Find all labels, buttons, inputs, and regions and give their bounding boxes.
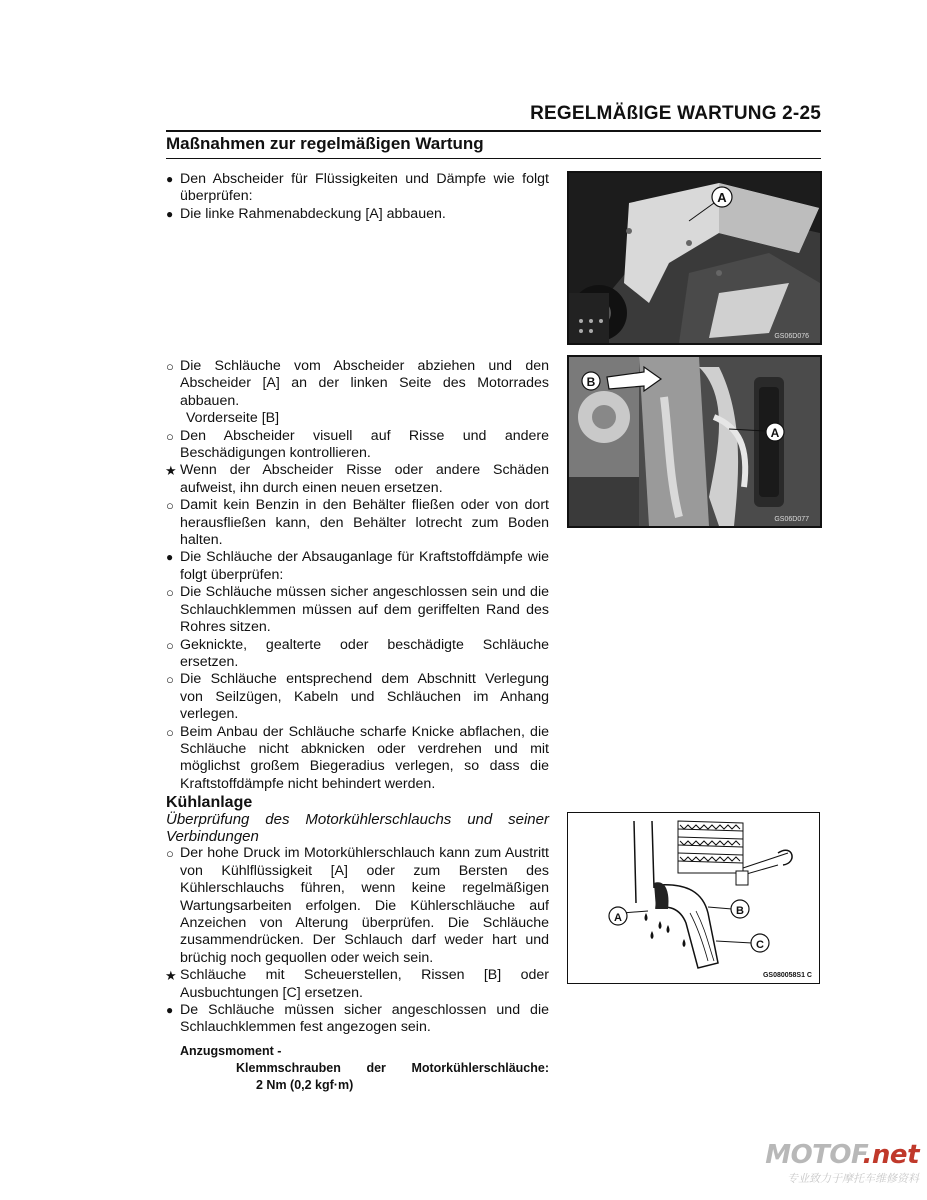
list-item: ● Die Schläuche der Absauganlage für Kraftstoffdämpfe wie folgt überprüfen: — [166, 549, 549, 583]
sub-note: Vorderseite [B] — [186, 410, 280, 427]
bullet-marker: ● — [166, 206, 174, 221]
frame-cover-photo — [567, 171, 822, 345]
figure-code: GS06D077 — [774, 516, 809, 523]
list-item: ○ Die Schläuche vom Abscheider abziehen und den Abscheider [A] an der linken Seite des Motorrades abbauen. Vorderseite [B] — [166, 358, 549, 427]
marker: ★ — [165, 968, 177, 984]
marker: ● — [166, 550, 174, 565]
section-title: Maßnahmen zur regelmäßigen Wartung — [166, 134, 484, 153]
ring-marker: ○ — [166, 359, 174, 374]
cooling-subheading: Überprüfung des Motorkühlerschlauchs und seiner Verbindungen — [166, 811, 549, 846]
list-item: ● Den Abscheider für Flüssigkeiten und Dämpfe wie folgt überprüfen: — [166, 171, 549, 205]
figure-label-a: A — [717, 190, 727, 205]
marker: ○ — [166, 846, 174, 862]
list-item: ● Die linke Rahmenabdeckung [A] abbauen. — [166, 205, 446, 222]
marker: ★ — [165, 463, 177, 479]
marker: ○ — [166, 428, 174, 444]
list-item: ● De Schläuche müssen sicher angeschlossen und die Schlauchklemmen fest angezogen sein. — [166, 1002, 549, 1036]
list-item: ○ Die Schläuche entsprechend dem Abschnitt Verlegung von Seilzügen, Kabeln und Schläuchen im Anhang verlegen. — [166, 671, 549, 723]
list-item: ○ Beim Anbau der Schläuche scharfe Knicke abflachen, die Schläuche nicht abknicken oder verdrehen und mit möglichst großem Biegeradius verlegen, so dass die Kraftstoffdämpfe nicht behindert werden. — [166, 723, 549, 792]
figure-code: GS06D076 — [774, 333, 809, 340]
block2-list — [166, 358, 549, 793]
header-rule — [166, 130, 821, 132]
torque-label: Anzugsmoment - — [180, 1043, 282, 1058]
watermark-logo: MOTOF.net 专业致力于摩托车维修资料 — [765, 1140, 919, 1185]
block1-list — [166, 171, 549, 223]
separator-photo — [567, 355, 822, 528]
cooling-section — [166, 794, 549, 1094]
figure-code: GS080058S1 C — [762, 972, 812, 979]
marker: ○ — [166, 498, 174, 514]
marker: ○ — [166, 724, 174, 740]
page-header-title: REGELMÄßIGE WARTUNG 2-25 — [530, 103, 821, 124]
torque-item: Klemmschrauben der Motorkühlerschläuche: — [236, 1060, 549, 1075]
list-item: ○ Der hohe Druck im Motorkühlerschlauch kann zum Austritt von Kühlflüssigkeit [A] oder zum Bersten des Kühlerschlauchs führen, wenn keine regelmäßigen Wartungsarbeiten erfolgen. Die Kühlerschläuche auf Anzeichen von Alterung überprüfen. Die Schläuche zusammendrücken. Der Schlauch darf weder hart und brüchig noch gequollen oder weich sein. — [166, 845, 549, 966]
marker: ● — [166, 1003, 174, 1018]
figure-label-a: A — [614, 912, 622, 924]
marker: ○ — [166, 672, 174, 688]
figure-label-b: B — [586, 375, 596, 389]
torque-value: 2 Nm (0,2 kgf·m) — [256, 1077, 354, 1092]
list-item: ○ Geknickte, gealterte oder beschädigte Schläuche ersetzen. — [166, 636, 549, 670]
marker: ○ — [166, 637, 174, 653]
hose-diagram — [567, 812, 820, 984]
cooling-heading: Kühlanlage — [166, 794, 253, 811]
list-item: ★ Schläuche mit Scheuerstellen, Rissen [B] oder Ausbuchtungen [C] ersetzen. — [165, 967, 549, 1001]
list-item: ○ Den Abscheider visuell auf Risse und andere Beschädigungen kontrollieren. — [166, 427, 549, 462]
list-item: ○ Damit kein Benzin in den Behälter fließen oder von dort herausfließen kann, den Behälter lotrecht zum Boden halten. — [166, 497, 549, 549]
marker: ○ — [166, 585, 174, 601]
figure-label-a: A — [770, 426, 780, 440]
bullet-marker: ● — [166, 172, 174, 186]
section-rule — [166, 158, 821, 159]
list-item: ○ Die Schläuche müssen sicher angeschlossen sein und die Schlauchklemmen müssen auf dem geriffelten Rand des Rohres sitzen. — [166, 584, 549, 636]
figure-label-b: B — [736, 905, 744, 917]
list-item: ★ Wenn der Abscheider Risse oder andere Schäden aufweist, ihn durch einen neuen ersetzen. — [165, 462, 549, 496]
figure-label-c: C — [756, 939, 764, 951]
